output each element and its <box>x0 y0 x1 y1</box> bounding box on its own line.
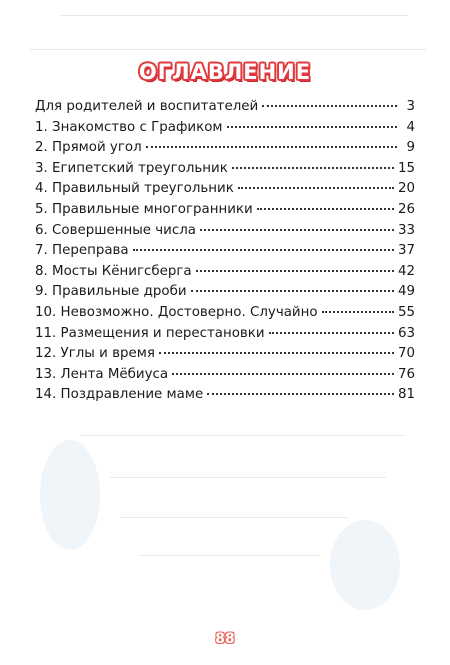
toc-entry <box>35 385 415 406</box>
page-number: 88 <box>215 631 235 647</box>
show-through-text: ――――――――――――――――――――――――――――― <box>60 8 408 22</box>
toc-entry-page: 20 <box>397 181 415 197</box>
toc-entry-page: 42 <box>397 263 415 279</box>
toc-entry <box>35 282 415 303</box>
toc-entry-page: 70 <box>397 346 415 362</box>
toc-entry-title: 13. Лента Мёбиуса <box>35 366 169 382</box>
toc-entry-title: 9. Правильные дроби <box>35 284 187 300</box>
toc-entry <box>35 138 415 159</box>
toc-entry-title: 10. Невозможно. Достоверно. Случайно <box>35 304 318 320</box>
toc-entry-title: 1. Знакомство с Графиком <box>35 119 223 135</box>
toc-entry-page: 55 <box>397 304 415 320</box>
show-through-text: ――――――――――――――――――― <box>120 510 348 524</box>
toc-entry-page: 15 <box>397 160 415 176</box>
dot-leader <box>191 290 394 292</box>
table-of-contents <box>35 97 415 406</box>
toc-entry <box>35 365 415 386</box>
page-title: ОГЛАВЛЕНИЕ <box>138 60 312 84</box>
toc-entry-page: 4 <box>406 119 415 135</box>
dot-leader <box>196 270 394 272</box>
dot-leader <box>232 167 394 169</box>
toc-entry <box>35 324 415 345</box>
toc-entry-title: 14. Поздравление маме <box>35 387 204 403</box>
dot-leader <box>238 187 394 189</box>
toc-entry-title: 3. Египетский треугольник <box>35 160 228 176</box>
toc-entry <box>35 221 415 242</box>
dot-leader <box>146 146 397 148</box>
dot-leader <box>200 229 394 231</box>
show-through-illustration <box>330 520 400 610</box>
dot-leader <box>133 249 394 251</box>
dot-leader <box>257 208 394 210</box>
toc-entry-page: 33 <box>397 222 415 238</box>
dot-leader <box>322 311 394 313</box>
toc-entry <box>35 344 415 365</box>
toc-entry <box>35 179 415 200</box>
toc-entry-title: Для родителей и воспитателей <box>35 99 259 114</box>
toc-entry <box>35 262 415 283</box>
toc-entry-page: 49 <box>397 284 415 300</box>
show-through-text: ――――――――――――――――――――――――――― <box>80 428 404 442</box>
dot-leader <box>262 105 397 107</box>
toc-entry-page: 63 <box>397 325 415 341</box>
show-through-text: ――――――――――――――― <box>140 548 320 562</box>
toc-entry-title: 4. Правильный треугольник <box>35 181 234 197</box>
toc-entry-title: 11. Размещения и перестановки <box>35 325 265 341</box>
show-through-text: ――――――――――――――――――――――――――――――――― <box>30 42 426 56</box>
toc-entry-page: 3 <box>406 99 415 114</box>
toc-entry-title: 5. Правильные многогранники <box>35 201 253 217</box>
toc-entry-page: 26 <box>397 201 415 217</box>
toc-entry <box>35 159 415 180</box>
toc-entry-title: 2. Прямой угол <box>35 140 142 156</box>
dot-leader <box>207 393 394 395</box>
show-through-text: ――――――――――――――――――――――― <box>110 470 386 484</box>
toc-entry <box>35 303 415 324</box>
toc-entry-page: 76 <box>397 366 415 382</box>
toc-entry <box>35 97 415 118</box>
dot-leader <box>269 332 394 334</box>
toc-entry <box>35 118 415 139</box>
toc-entry-page: 37 <box>397 243 415 259</box>
dot-leader <box>227 126 398 128</box>
toc-entry <box>35 241 415 262</box>
toc-entry-page: 81 <box>397 387 415 403</box>
toc-entry-title: 7. Переправа <box>35 243 129 259</box>
toc-entry-title: 8. Мосты Кёнигсберга <box>35 263 192 279</box>
toc-entry-page: 9 <box>406 140 415 156</box>
toc-entry <box>35 200 415 221</box>
toc-entry-title: 12. Углы и время <box>35 346 155 362</box>
show-through-illustration <box>40 440 100 550</box>
dot-leader <box>172 373 394 375</box>
dot-leader <box>159 352 394 354</box>
toc-entry-title: 6. Совершенные числа <box>35 222 197 238</box>
